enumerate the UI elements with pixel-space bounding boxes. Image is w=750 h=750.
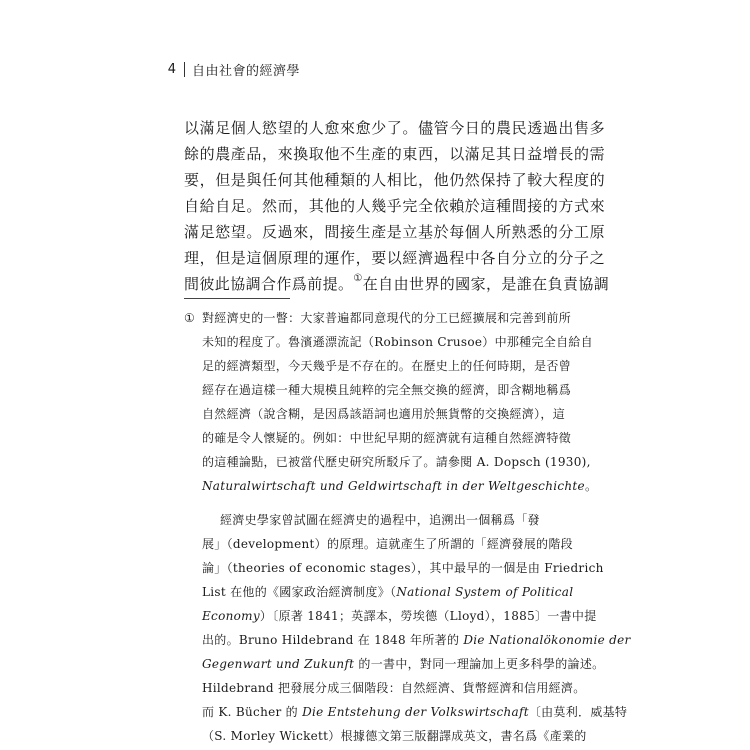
footnote-line: 而 K. Bücher 的 Die Entstehung der Volkswirtschaft〔由莫利．威基特 xyxy=(202,705,628,719)
footnote-marker: ① xyxy=(184,311,196,325)
footnote-line: （S. Morley Wickett）根據德文第三版翻譯成英文，書名爲《產業的 xyxy=(202,729,587,743)
footnote-line: Economy）〔原著 1841；英譯本，勞埃德（Lloyd），1885〕一書中提 xyxy=(202,609,597,623)
paragraph-gap xyxy=(184,498,574,508)
footnote-line: Hildebrand 把發展分成三個階段：自然經濟、貨幣經濟和信用經濟。 xyxy=(202,681,586,695)
cited-title: Naturalwirtschaft und Geldwirtschaft in der Weltgeschichte xyxy=(202,479,585,493)
body-line: 滿足慾望。反過來，間接生產是立基於每個人所熟悉的分工原 xyxy=(184,223,606,241)
footnote-line: 經存在過這樣一種大規模且純粹的完全無交換的經濟，即含糊地稱爲 xyxy=(202,383,572,397)
body-line: 以滿足個人慾望的人愈來愈少了。儘管今日的農民透過出售多 xyxy=(184,119,606,137)
running-header xyxy=(166,58,300,80)
footnote-block xyxy=(184,306,631,748)
footnote-line: ① 對經濟史的一瞥：大家普遍都同意現代的分工已經擴展和完善到前所 xyxy=(184,306,574,330)
footnote-reference[interactable]: ① xyxy=(353,273,363,284)
main-text xyxy=(184,115,610,297)
page-number: 4 xyxy=(167,61,176,77)
body-line: 理，但是這個原理的運作，要以經濟過程中各自分立的分子之 xyxy=(184,249,606,267)
footnote-line: 的確是令人懷疑的。例如：中世紀早期的經濟就有這種自然經濟特徵 xyxy=(202,431,572,445)
cited-title: Economy xyxy=(202,609,260,623)
body-line: 餘的農產品，來換取他不生產的東西，以滿足其日益增長的需 xyxy=(184,145,606,163)
footnote-line: 經濟史學家曾試圖在經濟史的過程中，追溯出一個稱爲「發 xyxy=(220,513,540,527)
cited-title: Gegenwart und Zukunft xyxy=(202,657,355,671)
body-line-after-ref: 在自由世界的國家，是誰在負責協調 xyxy=(362,275,610,293)
footnote-divider xyxy=(184,298,290,299)
cited-title: National System of Political xyxy=(396,585,574,599)
cited-title: Die Nationalökonomie der xyxy=(463,633,631,647)
book-title: 自由社會的經濟學 xyxy=(192,63,301,79)
header-divider xyxy=(184,62,185,77)
footnote-line: 足的經濟類型，今天幾乎是不存在的。在歷史上的任何時期，是否曾 xyxy=(202,359,572,373)
footnote-line: 未知的程度了。魯濱遜漂流記（Robinson Crusoe）中那種完全自給自 xyxy=(202,335,593,349)
body-line-before-ref: 間彼此協調合作爲前提。 xyxy=(184,275,354,293)
footnote-line: Naturalwirtschaft und Geldwirtschaft in der Weltgeschichte。 xyxy=(202,479,598,493)
body-line: 要，但是與任何其他種類的人相比，他仍然保持了較大程度的 xyxy=(184,171,606,189)
footnote-line: List 在他的《國家政治經濟制度》（National System of Political xyxy=(202,585,574,599)
footnote-line: Gegenwart und Zukunft 的一書中，對同一理論加上更多科學的論述。 xyxy=(202,657,605,671)
cited-title: Die Entstehung der Volkswirtschaft xyxy=(302,705,529,719)
footnote-line: 的這種論點，已被當代歷史研究所駁斥了。請參閱 A. Dopsch (1930), xyxy=(202,455,591,469)
footnote-line: 論」（theories of economic stages），其中最早的一個是由 Friedrich xyxy=(202,561,604,575)
footnote-line: 展」（development）的原理。這就產生了所謂的「經濟發展的階段 xyxy=(202,537,573,551)
footnote-line: 自然經濟（說含糊，是因爲該語詞也適用於無貨幣的交換經濟），這 xyxy=(202,407,566,421)
body-line: 自給自足。然而，其他的人幾乎完全依賴於這種間接的方式來 xyxy=(184,197,606,215)
body-line-last xyxy=(184,271,610,297)
footnote-line: 出的。Bruno Hildebrand 在 1848 年所著的 Die Nationalökonomie der xyxy=(202,633,631,647)
